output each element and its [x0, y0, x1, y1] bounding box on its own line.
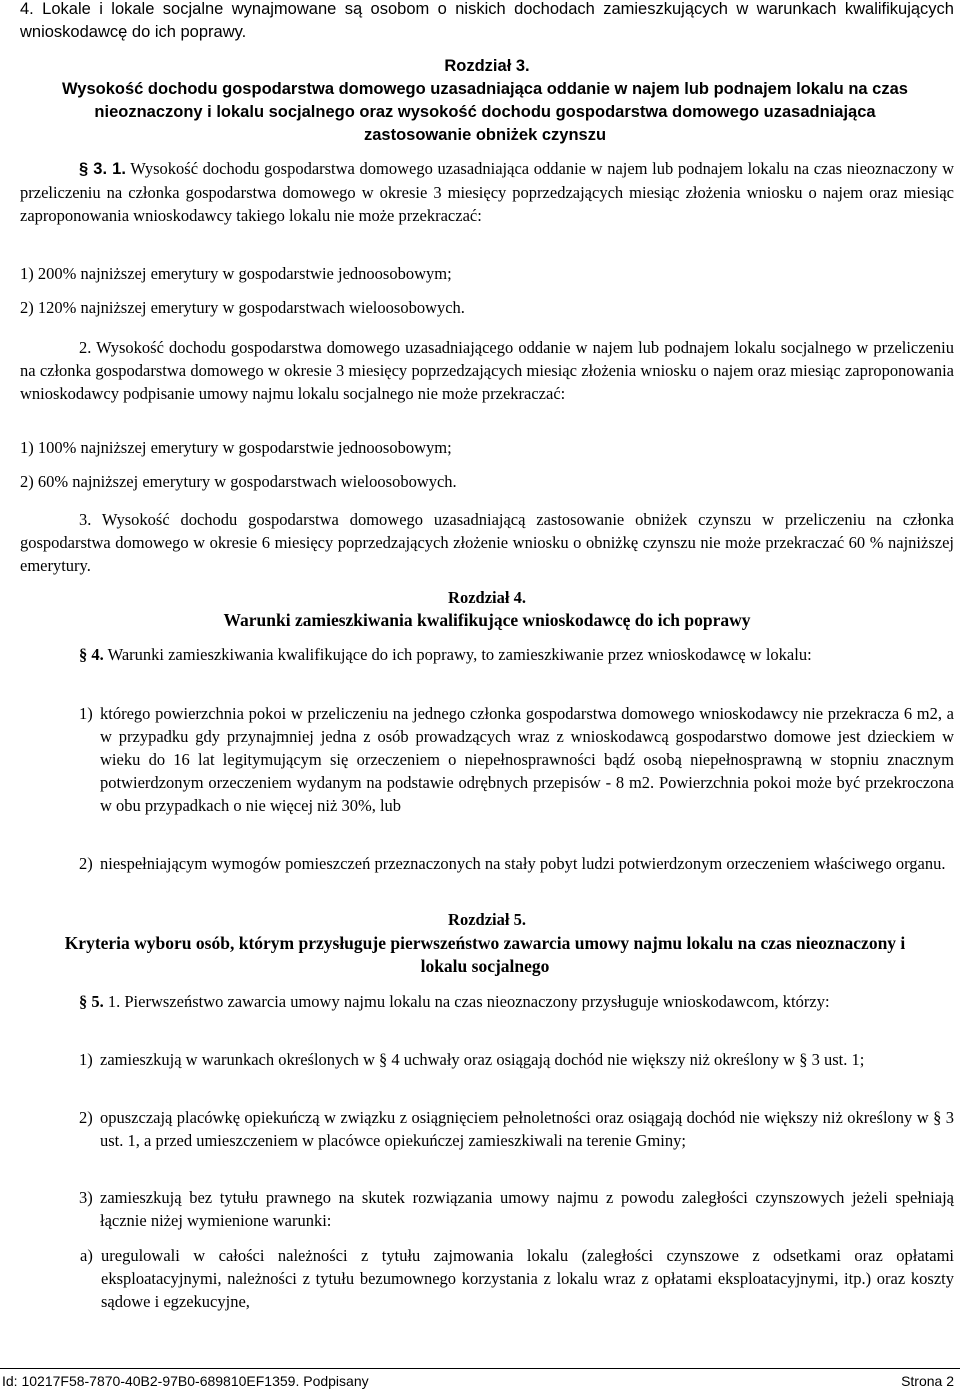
section5-para1 — [20, 990, 954, 1013]
section4-item-1 — [20, 702, 954, 817]
list-item-text: zamieszkują w warunkach określonych w § 4 uchwały oraz osiągają dochód nie większy niż określony w § 3 ust. 1; — [100, 1050, 865, 1069]
section3-para3: 3. Wysokość dochodu gospodarstwa domowego uzasadniającą zastosowanie obniżek czynszu w przeliczeniu na członka gospodarstwa domowego w okresie 6 miesięcy poprzedzających złożenie wniosku o obniżkę czynszu nie może przekraczać 60 % najniższej emerytury. — [20, 510, 954, 575]
section3-para2-item-1: 1) 100% najniższej emerytury w gospodarstwie jednoosobowym; — [20, 438, 452, 457]
chapter4-heading: Rozdział 4. — [448, 588, 526, 607]
list-item-number: 1) — [79, 1050, 93, 1069]
list-item-text: uregulowali w całości należności z tytułu zajmowania lokalu (zaległości czynszowe z odsetkami oraz opłatami eksploatacyjnymi, należności z tytułu bezumownego korzystania z lokalu wraz z opłatami eksploatacyjnymi, itp.) oraz koszty sądowe i egzekucyjne, — [101, 1246, 954, 1311]
section3-para1-item-1: 1) 200% najniższej emerytury w gospodarstwie jednoosobowym; — [20, 264, 452, 283]
section4-item-2 — [20, 852, 954, 875]
section5-item-3-sub-a — [80, 1244, 954, 1313]
list-item-text: opuszczają placówkę opiekuńczą w związku z osiągnięciem pełnoletności oraz osiągają dochód nie większy niż określony w § 3 ust. 1, a przed umieszczeniem w placówce opiekuńczej zamieszkiwali na terenie Gminy; — [100, 1108, 954, 1150]
section5-item-2 — [20, 1106, 954, 1152]
section5-label: § 5. — [79, 992, 104, 1011]
section3-para1-item-2: 2) 120% najniższej emerytury w gospodarstwach wieloosobowych. — [20, 298, 465, 317]
chapter5-heading: Rozdział 5. — [448, 910, 526, 929]
list-item-number: 2) — [79, 1108, 93, 1127]
section5-text: 1. Pierwszeństwo zawarcia umowy najmu lokalu na czas nieoznaczony przysługuje wnioskodawcom, którzy: — [107, 992, 830, 1011]
chapter4-title: Warunki zamieszkiwania kwalifikujące wnioskodawcę do ich poprawy — [223, 610, 751, 630]
section3-para1 — [20, 157, 954, 227]
section4-text: Warunki zamieszkiwania kwalifikujące do ich poprawy, to zamieszkiwanie przez wnioskodawcę w lokalu: — [107, 645, 812, 664]
section3-para2: 2. Wysokość dochodu gospodarstwa domowego uzasadniającego oddanie w najem lub podnajem lokalu socjalnego w przeliczeniu na członka gospodarstwa domowego w okresie 3 miesięcy poprzedzających miesiąc złożenia wniosku o najem oraz miesiąc zaproponowania wnioskodawcy podpisanie umowy najmu lokalu socjalnego nie może przekraczać: — [20, 338, 954, 403]
section3-label: § 3. 1. — [79, 160, 126, 178]
chapter5-title: Kryteria wyboru osób, którym przysługuje pierwszeństwo zawarcia umowy najmu lokalu na czas nieoznaczony i lokalu socjalnego — [64, 933, 906, 976]
chapter2-item-4: 4. Lokale i lokale socjalne wynajmowane są osobom o niskich dochodach zamieszkujących w warunkach kwalifikujących wnioskodawcę do ich poprawy. — [20, 0, 954, 41]
footer-page-number: Strona 2 — [901, 1373, 954, 1389]
section5-item-3 — [20, 1186, 954, 1232]
list-item-text: zamieszkują bez tytułu prawnego na skutek rozwiązania umowy najmu z powodu zaległości czynszowych jeżeli spełniają łącznie niżej wymienione warunki: — [100, 1188, 954, 1230]
section3-para2-item-2: 2) 60% najniższej emerytury w gospodarstwach wieloosobowych. — [20, 472, 457, 491]
list-item-number: 1) — [79, 704, 93, 723]
footer-divider — [0, 1368, 960, 1369]
list-item-text: którego powierzchnia pokoi w przeliczeniu na jednego członka gospodarstwa domowego wnioskodawcy nie przekracza 6 m2, a w przypadku gdy przynajmniej jedna z osób prowadzących wraz z wnioskodawcą gospodarstwo domowe jest dzieckiem w wieku do 16 lat legitymującym się orzeczeniem o niepełnosprawności bądź osobą niepełnosprawną w stopniu znacznym potwierdzonym orzeczeniem wydanym na podstawie odrębnych przepisów - 8 m2. Powierzchnia pokoi może być przekroczona w obu przypadkach o nie więcej niż 30%, lub — [100, 704, 954, 815]
section4-label: § 4. — [79, 645, 104, 664]
list-item-number: 3) — [79, 1188, 93, 1207]
list-item-text: niespełniającym wymogów pomieszczeń przeznaczonych na stały pobyt ludzi potwierdzonym orzeczeniem właściwego organu. — [100, 854, 946, 873]
chapter3-heading: Rozdział 3. — [444, 57, 530, 75]
section4-para — [20, 643, 954, 666]
section3-para1-text: Wysokość dochodu gospodarstwa domowego uzasadniająca oddanie w najem lub podnajem lokalu na czas nieoznaczony w przeliczeniu na członka gospodarstwa domowego w okresie 3 miesięcy poprzedzających miesiąc złożenia wniosku o najem oraz miesiąc zaproponowania wnioskodawcy takiego lokalu nie może przekraczać: — [20, 159, 955, 225]
chapter3-title: Wysokość dochodu gospodarstwa domowego uzasadniająca oddanie w najem lub podnajem lokalu na czas nieoznaczony i lokalu socjalnego oraz wysokość dochodu gospodarstwa domowego uzasadniająca zastosowanie obniżek czynszu — [62, 80, 908, 144]
footer-document-id: Id: 10217F58-7870-40B2-97B0-689810EF1359. Podpisany — [2, 1373, 369, 1389]
list-item-letter: a) — [80, 1246, 93, 1265]
section5-item-1 — [20, 1048, 954, 1071]
list-item-number: 2) — [79, 854, 93, 873]
